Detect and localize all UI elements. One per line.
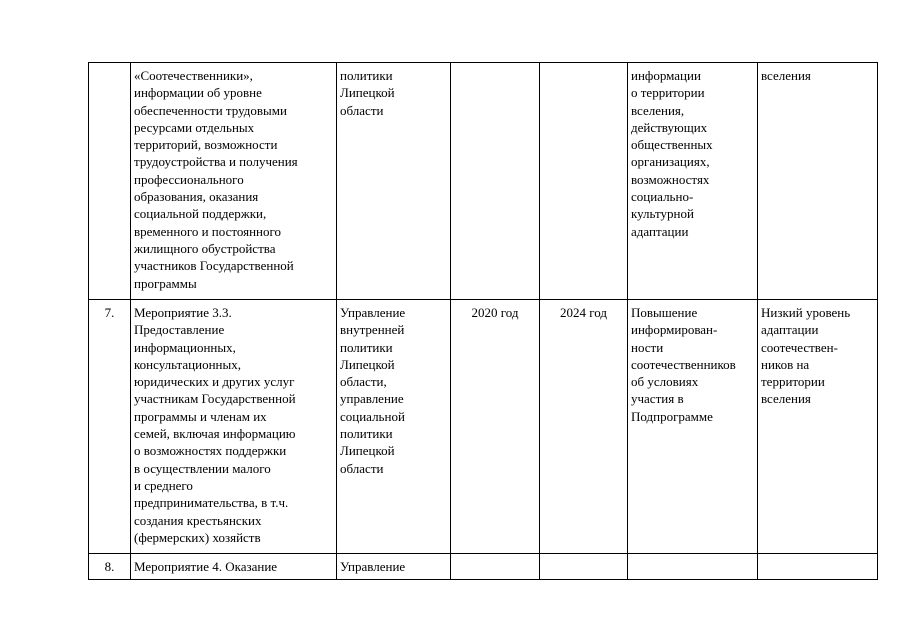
- cell-line: Липецкой: [340, 443, 395, 459]
- start-year-cell: 2020 год: [451, 300, 540, 554]
- cell-line: участия в: [631, 391, 684, 407]
- cell-line: о территории: [631, 85, 705, 101]
- executor-cell: [337, 300, 451, 554]
- cell-line: вселения,: [631, 102, 685, 118]
- cell-line: организациях,: [631, 154, 710, 170]
- cell-line: соотечествен-: [761, 339, 838, 355]
- cell-line: области,: [340, 374, 387, 390]
- cell-line: информационных,: [134, 339, 236, 355]
- cell-line: Мероприятие 4. Оказание: [134, 559, 278, 574]
- cell-line: соотечественников: [631, 356, 736, 372]
- cell-line: вселения: [761, 391, 811, 407]
- events-table: [88, 62, 878, 580]
- end-year-cell: [540, 554, 628, 580]
- cell-line: культурной: [631, 206, 694, 222]
- table-row: [89, 554, 878, 580]
- cell-line: действующих: [631, 119, 708, 135]
- cell-line: вселения: [761, 68, 811, 83]
- cell-line: предпринимательства, в т.ч.: [134, 495, 289, 511]
- row-number-cell: 7.: [89, 300, 131, 554]
- cell-line: Управление: [340, 305, 406, 320]
- cell-line: в осуществлении малого: [134, 460, 271, 476]
- cell-line: территорий, возможности: [134, 137, 278, 153]
- cell-line: Подпрограмме: [631, 408, 713, 424]
- table-row: [89, 300, 878, 554]
- cell-line: адаптации: [631, 223, 689, 239]
- event-cell: [131, 300, 337, 554]
- cell-line: образования, оказания: [134, 189, 259, 205]
- cell-line: программы и членам их: [134, 408, 267, 424]
- cell-line: Липецкой: [340, 85, 395, 101]
- risk-cell: [758, 554, 878, 580]
- cell-line: участников Государственной: [134, 258, 294, 274]
- cell-line: профессионального: [134, 171, 244, 187]
- cell-line: информации об уровне: [134, 85, 262, 101]
- cell-line: и среднего: [134, 477, 193, 493]
- cell-line: создания крестьянских: [134, 512, 262, 528]
- row-number-cell: 8.: [89, 554, 131, 580]
- cell-line: общественных: [631, 137, 713, 153]
- cell-line: участникам Государственной: [134, 391, 296, 407]
- cell-line: трудоустройства и получения: [134, 154, 298, 170]
- cell-line: Предоставление: [134, 322, 225, 338]
- event-cell: [131, 554, 337, 580]
- cell-line: обеспеченности трудовыми: [134, 102, 287, 118]
- cell-line: области: [340, 460, 384, 476]
- cell-line: об условиях: [631, 374, 699, 390]
- cell-line: Липецкой: [340, 356, 395, 372]
- executor-cell: [337, 554, 451, 580]
- cell-line: социально-: [631, 189, 694, 205]
- result-cell: [628, 63, 758, 300]
- cell-line: Мероприятие 3.3.: [134, 305, 232, 320]
- end-year-cell: 2024 год: [540, 300, 628, 554]
- cell-line: «Соотечественники»,: [134, 68, 253, 83]
- cell-line: Повышение: [631, 305, 698, 320]
- cell-line: социальной поддержки,: [134, 206, 267, 222]
- end-year-cell: [540, 63, 628, 300]
- cell-line: информирован-: [631, 322, 718, 338]
- result-cell: [628, 554, 758, 580]
- cell-line: внутренней: [340, 322, 405, 338]
- cell-line: управление: [340, 391, 404, 407]
- cell-line: политики: [340, 68, 393, 83]
- cell-line: юридических и других услуг: [134, 374, 295, 390]
- event-cell: [131, 63, 337, 300]
- cell-line: области: [340, 102, 384, 118]
- cell-line: социальной: [340, 408, 405, 424]
- cell-line: (фермерских) хозяйств: [134, 529, 261, 545]
- table-row: [89, 63, 878, 300]
- cell-line: возможностях: [631, 171, 710, 187]
- cell-line: консультационных,: [134, 356, 241, 372]
- start-year-cell: [451, 554, 540, 580]
- cell-line: семей, включая информацию: [134, 426, 296, 442]
- cell-line: адаптации: [761, 322, 819, 338]
- cell-line: Управление: [340, 559, 406, 574]
- cell-line: временного и постоянного: [134, 223, 281, 239]
- result-cell: [628, 300, 758, 554]
- cell-line: ников на: [761, 356, 810, 372]
- risk-cell: [758, 300, 878, 554]
- row-number-cell: [89, 63, 131, 300]
- cell-line: политики: [340, 339, 393, 355]
- cell-line: Низкий уровень: [761, 305, 851, 320]
- cell-line: о возможностях поддержки: [134, 443, 287, 459]
- cell-line: программы: [134, 275, 197, 291]
- cell-line: территории: [761, 374, 825, 390]
- cell-line: политики: [340, 426, 393, 442]
- cell-line: жилищного обустройства: [134, 240, 276, 256]
- cell-line: ресурсами отдельных: [134, 119, 255, 135]
- executor-cell: [337, 63, 451, 300]
- cell-line: информации: [631, 68, 701, 83]
- risk-cell: [758, 63, 878, 300]
- start-year-cell: [451, 63, 540, 300]
- cell-line: ности: [631, 339, 664, 355]
